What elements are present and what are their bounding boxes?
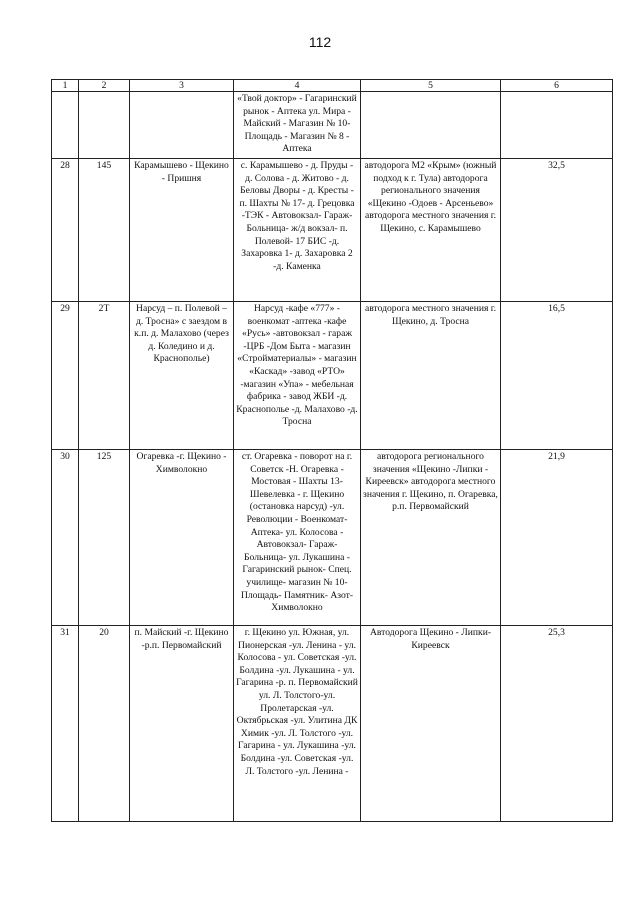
route-name	[130, 92, 234, 159]
table-header-row	[52, 80, 613, 92]
route-number	[79, 92, 130, 159]
table-row	[52, 626, 613, 822]
route-number: 2Т	[79, 302, 130, 450]
column-header: 3	[130, 80, 234, 92]
route-roads: Автодорога Щекино - Липки- Киреевск	[361, 626, 501, 822]
route-roads	[361, 92, 501, 159]
route-length	[501, 92, 613, 159]
row-number: 30	[52, 450, 79, 626]
table-row	[52, 302, 613, 450]
route-name: п. Майский -г. Щекино -р.п. Первомайский	[130, 626, 234, 822]
route-length: 21,9	[501, 450, 613, 626]
route-length: 16,5	[501, 302, 613, 450]
route-number: 20	[79, 626, 130, 822]
route-name: Карамышево - Щекино - Пришня	[130, 159, 234, 302]
route-roads: автодорога местного значения г. Щекино, д. Тросна	[361, 302, 501, 450]
route-stops: Нарсуд -кафе «777» - военкомат -аптека -кафе «Русь» -автовокзал - гараж -ЦРБ -Дом Быта - магазин «Стройматериалы» - магазин «Каскад» -завод «РТО» -магазин «Упа» - мебельная фабрика - завод ЖБИ -д. Краснополье -д. Малахово -д. Тросна	[234, 302, 361, 450]
routes-table	[51, 79, 613, 822]
table-row	[52, 450, 613, 626]
column-header: 5	[361, 80, 501, 92]
column-header: 4	[234, 80, 361, 92]
route-name: Нарсуд – п. Полевой – д. Тросна» с заездом в к.п. д. Малахово (через д. Коледино и д. Краснополье)	[130, 302, 234, 450]
route-stops: ст. Огаревка - поворот на г. Советск -Н. Огаревка - Мостовая - Шахты 13- Шевелевка - г. Щекино (остановка нарсуд) -ул. Революции - Военкомат- Аптека- ул. Колосова - Автовокзал- Гараж- Больница- ул. Лукашина - Гагаринский рынок- Спец. училище- магазин № 10- Площадь- Памятник- Азот- Химволокно	[234, 450, 361, 626]
route-name: Огаревка -г. Щекино - Химволокно	[130, 450, 234, 626]
route-stops: г. Щекино ул. Южная, ул. Пионерская -ул. Ленина - ул. Колосова - ул. Советская -ул. Болдина -ул. Лукашина - ул. Гагарина -р. п. Первомайский ул. Л. Толстого-ул. Пролетарская -ул. Октябрьская -ул. Улитина ДК Химик -ул. Л. Толстого -ул. Гагарина - ул. Лукашина -ул. Болдина -ул. Советская -ул. Л. Толстого -ул. Ленина -	[234, 626, 361, 822]
route-roads: автодорога М2 «Крым» (южный подход к г. Тула) автодорога регионального значения «Щекино -Одоев - Арсеньево» автодорога местного значения г. Щекино, с. Карамышево	[361, 159, 501, 302]
table-row	[52, 159, 613, 302]
column-header: 6	[501, 80, 613, 92]
route-stops: «Твой доктор» - Гагаринский рынок - Аптека ул. Мира - Майский - Магазин № 10- Площадь - Магазин № 8 - Аптека	[234, 92, 361, 159]
page-number: 112	[308, 34, 332, 50]
column-header: 1	[52, 80, 79, 92]
route-number: 145	[79, 159, 130, 302]
route-stops: с. Карамышево - д. Пруды - д. Солова - д. Житово - д. Беловы Дворы - д. Кресты - п. Шахты № 17- д. Грецовка -ТЭК - Автовокзал- Гараж- Больница- ж/д вокзал- п. Полевой- 17 БИС -д. Захаровка 1- д. Захаровка 2 -д. Каменка	[234, 159, 361, 302]
row-number: 28	[52, 159, 79, 302]
route-number: 125	[79, 450, 130, 626]
row-number	[52, 92, 79, 159]
row-number: 29	[52, 302, 79, 450]
row-number: 31	[52, 626, 79, 822]
table-row	[52, 92, 613, 159]
column-header: 2	[79, 80, 130, 92]
route-length: 32,5	[501, 159, 613, 302]
route-roads: автодорога регионального значения «Щекино -Липки - Киреевск» автодорога местного значения г. Щекино, п. Огаревка, р.п. Первомайский	[361, 450, 501, 626]
route-length: 25,3	[501, 626, 613, 822]
